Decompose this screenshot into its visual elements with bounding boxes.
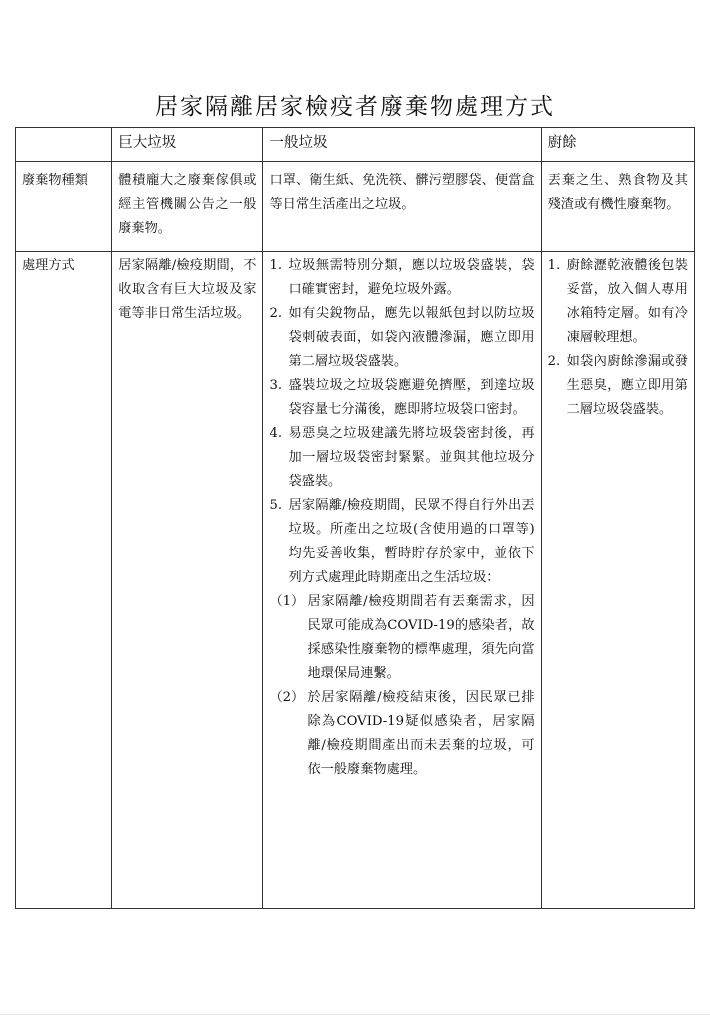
header-cell-kitchen: 廚餘 bbox=[541, 128, 694, 162]
cell-bulky-type: 體積龐大之廢棄傢俱或經主管機關公告之一般廢棄物。 bbox=[112, 162, 263, 252]
kitchen-handling-list bbox=[548, 254, 688, 422]
list-item: 2. 如有尖銳物品，應先以報紙包封以防垃圾袋刺破表面，如袋內液體滲漏，應立即用第二層垃圾袋盛裝。 bbox=[269, 306, 535, 369]
list-item: 3. 盛裝垃圾之垃圾袋應避免擠壓，到達垃圾袋容量七分滿後，應即將垃圾袋口密封。 bbox=[269, 378, 535, 417]
table-header-row bbox=[16, 128, 695, 162]
row-label-waste-type: 廢棄物種類 bbox=[16, 162, 112, 252]
sub-list-item: （2） 於居家隔離/檢疫結束後，因民眾已排除為COVID-19疑似感染者，居家隔離/檢疫期間產出而未丟棄的垃圾，可依一般廢棄物處理。 bbox=[269, 690, 535, 777]
page-bottom-divider bbox=[0, 1014, 710, 1015]
header-cell-bulky: 巨大垃圾 bbox=[112, 128, 263, 162]
cell-general-type: 口罩、衛生紙、免洗筷、髒污塑膠袋、便當盒等日常生活產出之垃圾。 bbox=[263, 162, 541, 252]
table-row-handling bbox=[16, 252, 695, 909]
cell-kitchen-type: 丟棄之生、熟食物及其殘渣或有機性廢棄物。 bbox=[541, 162, 694, 252]
header-cell-general: 一般垃圾 bbox=[263, 128, 541, 162]
list-item: 4. 易惡臭之垃圾建議先將垃圾袋密封後，再加一層垃圾袋密封緊緊。並與其他垃圾分袋盛裝。 bbox=[269, 426, 535, 489]
cell-bulky-handling: 居家隔離/檢疫期間，不收取含有巨大垃圾及家電等非日常生活垃圾。 bbox=[112, 252, 263, 909]
list-item: 1. 垃圾無需特別分類，應以垃圾袋盛裝，袋口確實密封，避免垃圾外露。 bbox=[269, 258, 535, 297]
list-item: 5. 居家隔離/檢疫期間，民眾不得自行外出丟垃圾。所產出之垃圾(含使用過的口罩等)均先妥善收集，暫時貯存於家中，並依下列方式處理此時期產出之生活垃圾： bbox=[269, 498, 535, 585]
list-item: 2. 如袋內廚餘滲漏或發生惡臭，應立即用第二層垃圾袋盛裝。 bbox=[547, 354, 688, 417]
cell-general-handling bbox=[263, 252, 541, 909]
page-title: 居家隔離居家檢疫者廢棄物處理方式 bbox=[155, 94, 555, 120]
general-handling-list bbox=[269, 254, 534, 590]
waste-table bbox=[15, 127, 695, 909]
header-cell-empty bbox=[16, 128, 112, 162]
row-label-handling: 處理方式 bbox=[16, 252, 112, 909]
sub-list-item: （1） 居家隔離/檢疫期間若有丟棄需求，因民眾可能成為COVID-19的感染者，故採感染性廢棄物的標準處理，須先向當地環保局連繫。 bbox=[269, 594, 535, 681]
table-row-waste-type bbox=[16, 162, 695, 252]
list-item: 1. 廚餘瀝乾液體後包裝妥當，放入個人專用冰箱特定層。如有冷凍層較理想。 bbox=[547, 258, 688, 345]
cell-kitchen-handling bbox=[541, 252, 694, 909]
